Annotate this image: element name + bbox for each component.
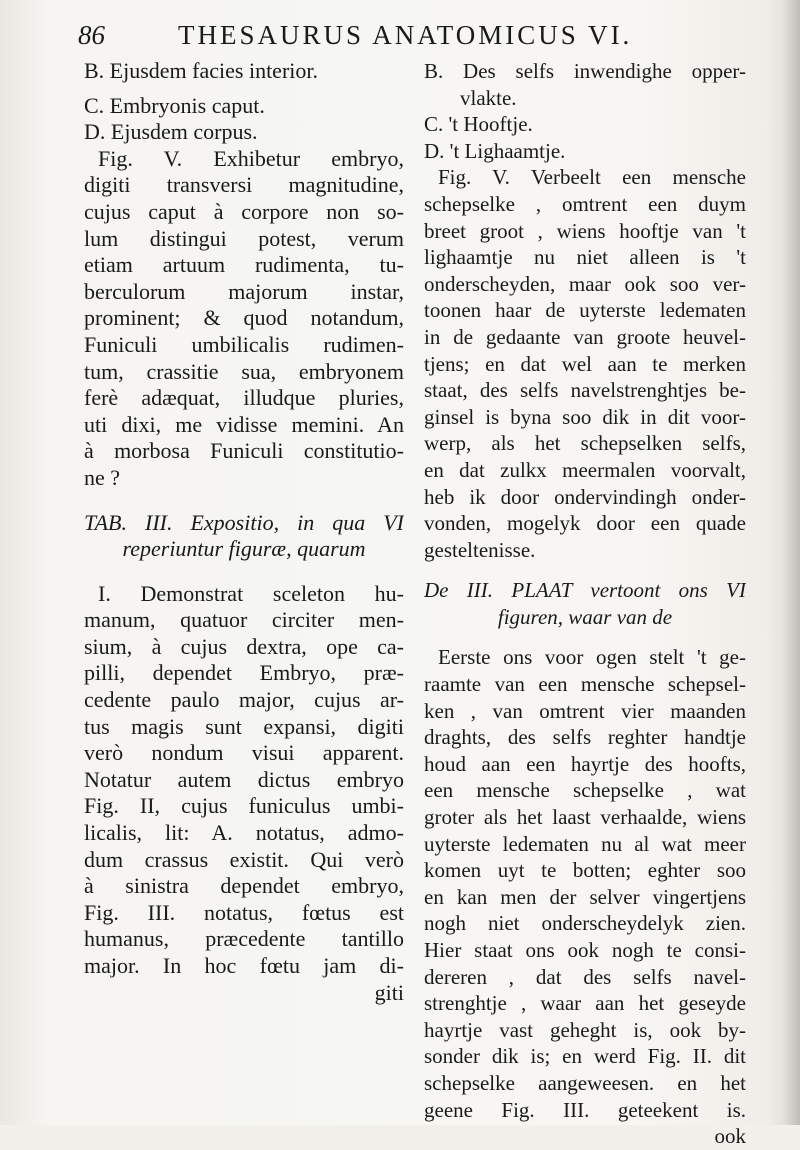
- text-line: B. Des selfs inwendighe opper-: [424, 59, 746, 83]
- text-line: gesteltenisse.: [424, 537, 536, 562]
- text-line: dereren , dat des selfs navel-: [424, 964, 746, 989]
- text-line: Notatur autem dictus embryo: [84, 766, 404, 792]
- text-line: C. 't Hooftje.: [424, 112, 533, 137]
- text-line: à sinistra dependet embryo,: [84, 873, 404, 899]
- text-line: uti dixi, me vidisse memini. An: [84, 411, 404, 437]
- text-line: Fig. III. notatus, fœtus est: [84, 899, 404, 925]
- text-line: sium, à cujus dextra, ope ca-: [84, 633, 404, 659]
- text-line: en kan men der selver vingertjens: [424, 884, 746, 909]
- text-line: prominent; & quod notandum,: [84, 305, 404, 331]
- text-line: vonden, mogelyk door een quade: [424, 511, 746, 536]
- text-line: geene Fig. III. geteekent is.: [424, 1097, 746, 1122]
- text-line: strenghtje , waar aan het geseyde: [424, 991, 746, 1016]
- text-line: een mensche schepselke , wat: [424, 778, 746, 803]
- page-number: 86: [78, 20, 105, 50]
- text-line: Fig. V. Verbeelt een mensche: [438, 165, 746, 190]
- text-line: I. Demonstrat sceleton hu-: [98, 580, 404, 606]
- text-line: vlakte.: [460, 85, 517, 110]
- text-line: hayrtje vast geheght is, ook by-: [424, 1017, 746, 1042]
- text-line: schepselke , omtrent een duym: [424, 191, 746, 216]
- text-line: cujus caput à corpore non so-: [84, 198, 404, 224]
- text-line: digiti transversi magnitudine,: [84, 172, 404, 198]
- text-line: giti: [374, 979, 404, 1005]
- text-line: licalis, lit: A. notatus, admo-: [84, 820, 404, 846]
- text-line: à morbosa Funiculi constitutio-: [84, 438, 404, 464]
- section-heading-line: De III. PLAAT vertoont ons VI: [424, 578, 746, 603]
- text-line: Eerste ons voor ogen stelt 't ge-: [438, 645, 746, 670]
- text-line: verò nondum visui apparent.: [84, 740, 404, 766]
- text-line: ginsel is byna soo dik in dit voor-: [424, 404, 746, 429]
- catchword: ook: [714, 1124, 746, 1149]
- text-line: C. Embryonis caput.: [84, 92, 265, 118]
- text-line: en dat zulkx meermalen voorvalt,: [424, 457, 746, 482]
- text-line: onderscheyden, maar ook soo ver-: [424, 271, 746, 296]
- text-line: houd aan een hayrtje des hoofts,: [424, 751, 746, 776]
- text-line: major. In hoc fœtu jam di-: [84, 953, 404, 978]
- text-line: Fig. II, cujus funiculus umbi-: [84, 793, 404, 819]
- text-line: toonen haar de uyterste ledematen: [424, 298, 746, 323]
- text-line: raamte van een mensche schepsel-: [424, 672, 746, 697]
- text-line: draghts, des selfs reghter handtje: [424, 725, 746, 750]
- text-line: komen uyt te botten; eghter soo: [424, 858, 746, 883]
- latin-column: [84, 58, 404, 1095]
- text-line: pilli, dependet Embryo, præ-: [84, 660, 404, 686]
- text-line: werp, als het schepselken selfs,: [424, 431, 746, 456]
- text-line: dum crassus existit. Qui verò: [84, 846, 404, 872]
- text-line: ferè adæquat, illudque pluries,: [84, 385, 404, 411]
- page-header: [0, 16, 800, 56]
- text-line: manum, quatuor circiter men-: [84, 607, 404, 633]
- text-line: tum, crassitie sua, embryonem: [84, 358, 404, 384]
- text-line: tjens; en dat wel aan te merken: [424, 351, 746, 376]
- section-heading-line: TAB. III. Expositio, in qua VI: [84, 509, 404, 535]
- section-heading-line: figuren, waar van de: [497, 604, 673, 629]
- text-line: D. Ejusdem corpus.: [84, 119, 258, 145]
- text-line: staat, des selfs navelstrenghtjes be-: [424, 378, 746, 403]
- page-edge-shadow: [782, 0, 800, 1125]
- text-line: tus magis sunt expansi, digiti: [84, 713, 404, 739]
- section-heading-line: reperiuntur figuræ, quarum: [122, 536, 366, 562]
- text-line: schepselke aangeweesen. en het: [424, 1070, 746, 1095]
- text-line: uyterste ledematen nu al wat meer: [424, 831, 746, 856]
- text-line: humanus, præcedente tantillo: [84, 926, 404, 952]
- running-title: THESAURUS ANATOMICUS VI.: [178, 20, 633, 50]
- text-line: sonder dik is; en werd Fig. II. dit: [424, 1044, 746, 1069]
- dutch-column: [424, 58, 746, 1149]
- text-line: heb ik door ondervindingh onder-: [424, 484, 746, 509]
- text-line: groter als het laast verhaalde, wiens: [424, 805, 746, 830]
- text-line: Fig. V. Exhibetur embryo,: [98, 145, 404, 171]
- text-line: ken , van omtrent vier maanden: [424, 698, 746, 723]
- text-line: Funiculi umbilicalis rudimen-: [84, 331, 404, 357]
- text-line: breet groot , wiens hooftje van 't: [424, 218, 746, 243]
- text-line: Hier staat ons ook nogh te consi-: [424, 938, 746, 962]
- text-line: ne ?: [84, 464, 121, 490]
- text-line: etiam artuum rudimenta, tu-: [84, 252, 404, 278]
- text-line: lighaamtje nu niet alleen is 't: [424, 245, 746, 270]
- text-line: in de gedaante van groote heuvel-: [424, 324, 746, 349]
- text-line: berculorum majorum instar,: [84, 278, 404, 304]
- text-line: D. 't Lighaamtje.: [424, 138, 566, 163]
- text-line: nogh niet onderscheydelyk zien.: [424, 911, 746, 936]
- text-line: lum distingui potest, verum: [84, 225, 404, 251]
- text-line: cedente paulo major, cujus ar-: [84, 687, 404, 713]
- text-line: B. Ejusdem facies interior.: [84, 58, 318, 83]
